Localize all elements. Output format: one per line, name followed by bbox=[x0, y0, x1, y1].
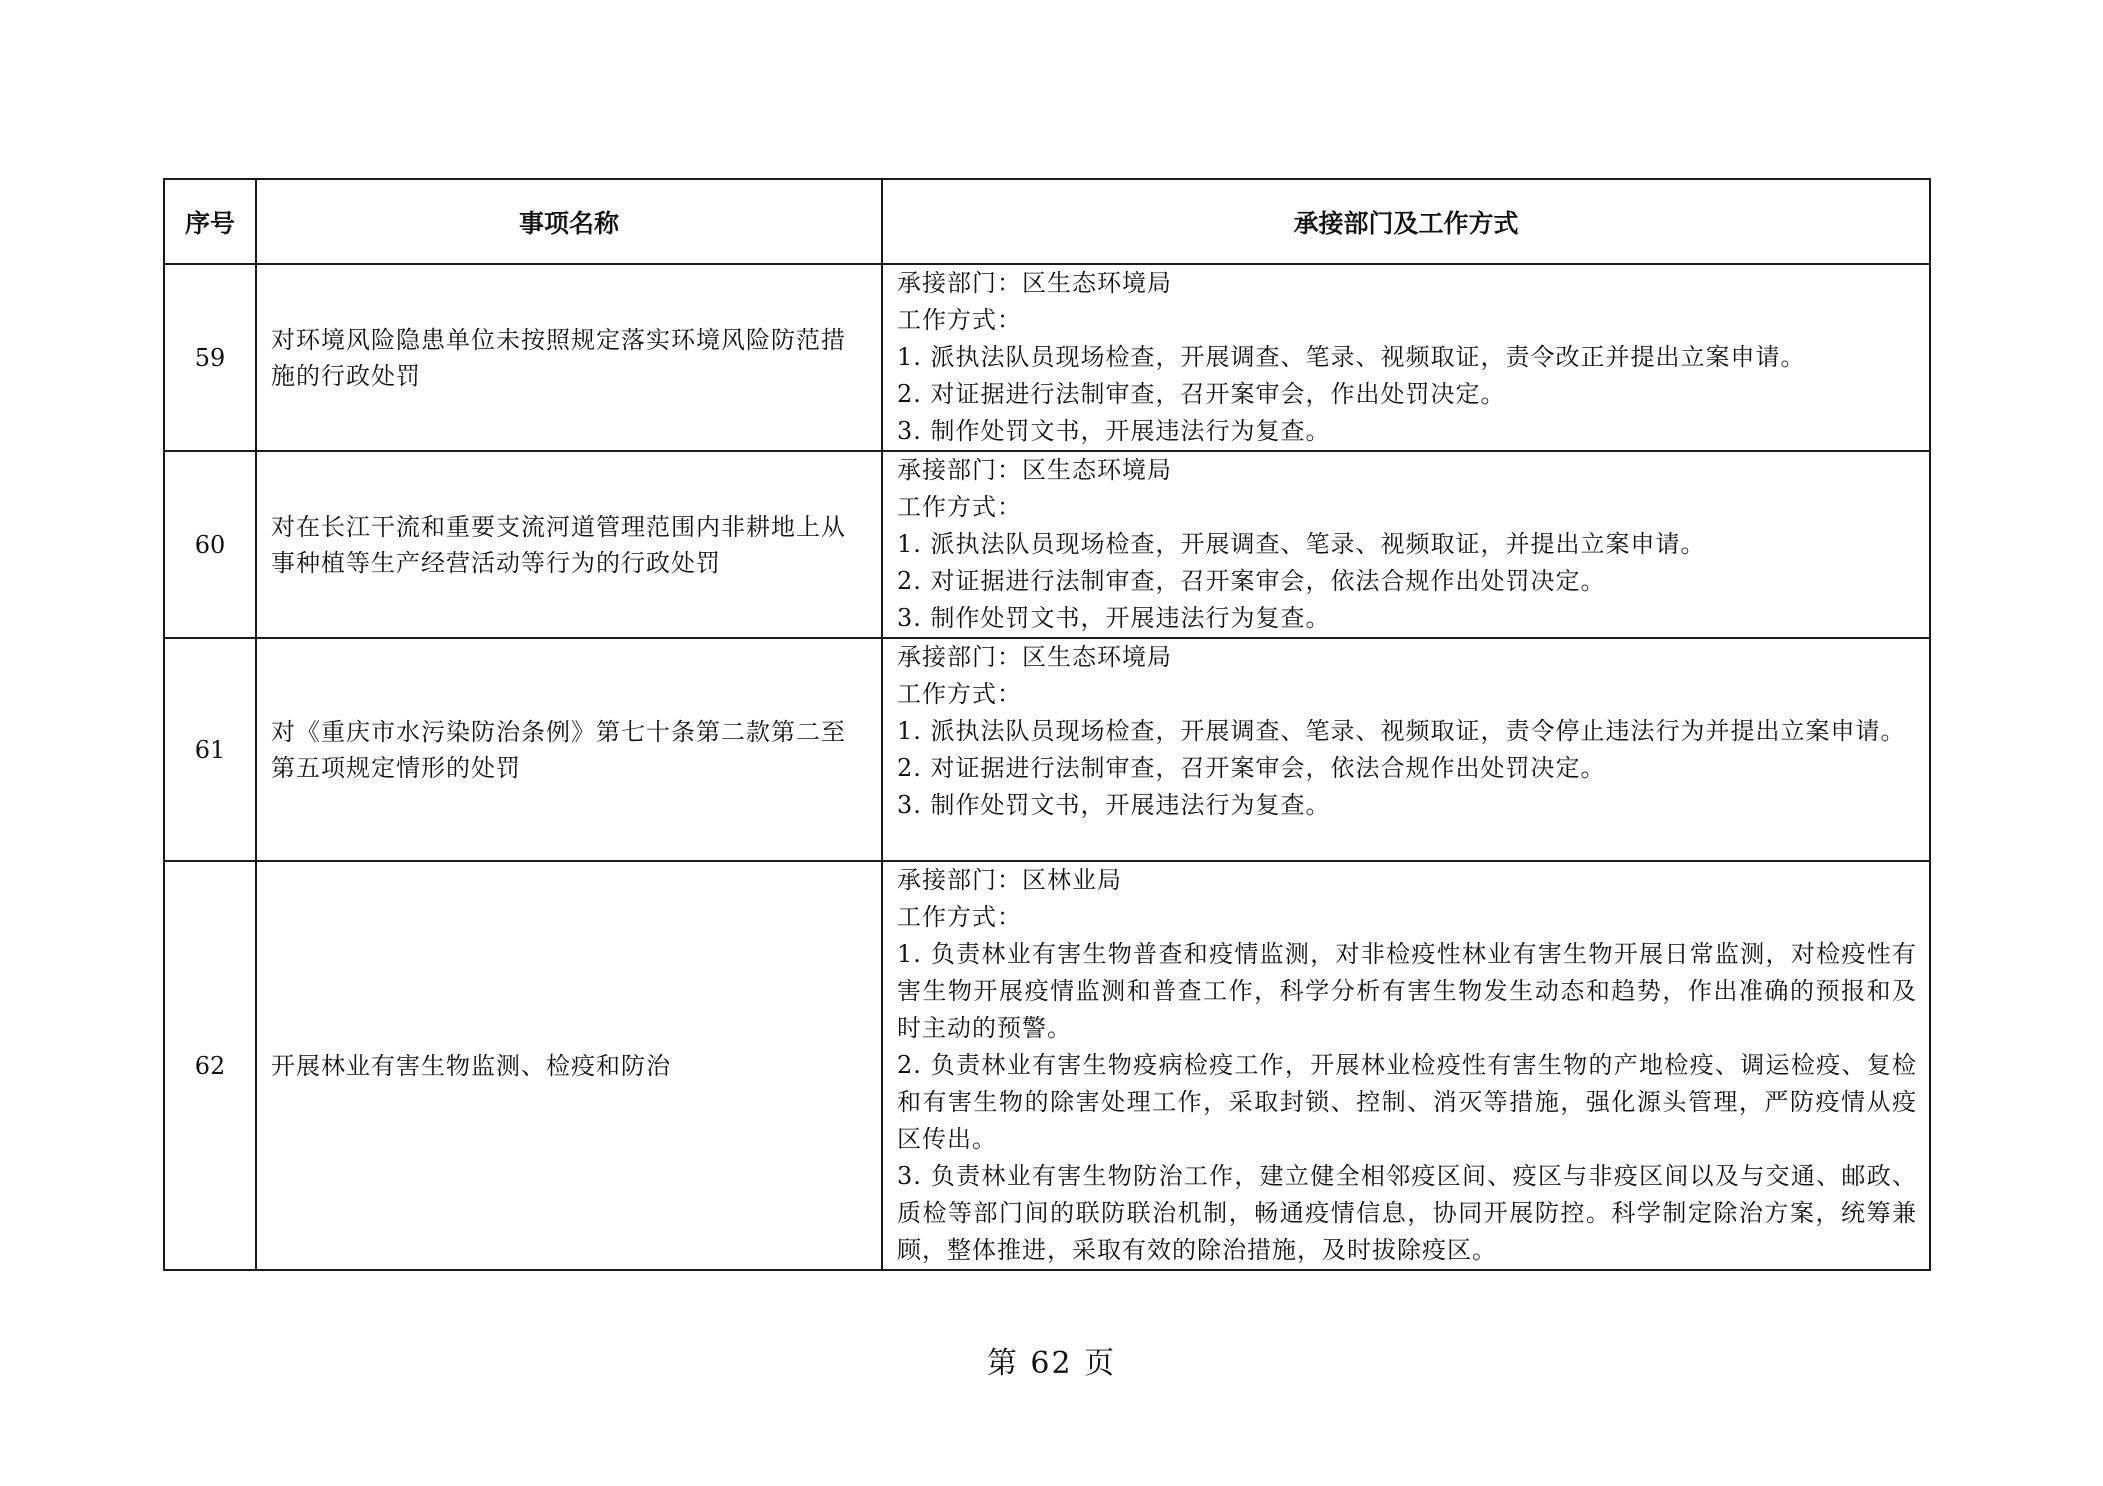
row-method-label: 工作方式： bbox=[897, 680, 1022, 708]
row-step: 3. 制作处罚文书，开展违法行为复查。 bbox=[897, 417, 1331, 445]
header-seq: 序号 bbox=[164, 179, 256, 264]
row-matter-name: 对环境风险隐患单位未按照规定落实环境风险防范措施的行政处罚 bbox=[256, 264, 882, 451]
row-step: 3. 负责林业有害生物防治工作，建立健全相邻疫区间、疫区与非疫区间以及与交通、邮政、质检等部门间的联防联治机制，畅通疫情信息，协同开展防控。科学制定除治方案，统筹兼顾，整体推进，采取有效的除治措施，及时拔除疫区。 bbox=[897, 1162, 1917, 1264]
row-step: 2. 对证据进行法制审查，召开案审会，依法合规作出处罚决定。 bbox=[897, 567, 1606, 595]
table-row bbox=[164, 638, 1930, 861]
row-matter-name: 开展林业有害生物监测、检疫和防治 bbox=[256, 861, 882, 1270]
page-number: 第 62 页 bbox=[986, 1346, 1117, 1381]
row-dept: 承接部门：区生态环境局 bbox=[897, 643, 1172, 671]
row-method-label: 工作方式： bbox=[897, 306, 1022, 334]
row-method-label: 工作方式： bbox=[897, 903, 1022, 931]
table-header-row bbox=[164, 179, 1930, 264]
row-dept: 承接部门：区生态环境局 bbox=[897, 456, 1172, 484]
row-matter-name: 对在长江干流和重要支流河道管理范围内非耕地上从事种植等生产经营活动等行为的行政处罚 bbox=[256, 451, 882, 638]
row-step: 1. 派执法队员现场检查，开展调查、笔录、视频取证，责令改正并提出立案申请。 bbox=[897, 343, 1806, 371]
table-row bbox=[164, 451, 1930, 638]
row-seq: 59 bbox=[164, 264, 256, 451]
row-step: 2. 对证据进行法制审查，召开案审会，作出处罚决定。 bbox=[897, 380, 1506, 408]
row-step: 1. 派执法队员现场检查，开展调查、笔录、视频取证，责令停止违法行为并提出立案申请。 bbox=[897, 717, 1906, 745]
row-method bbox=[882, 861, 1930, 1270]
row-seq: 62 bbox=[164, 861, 256, 1270]
header-method: 承接部门及工作方式 bbox=[882, 179, 1930, 264]
row-step: 3. 制作处罚文书，开展违法行为复查。 bbox=[897, 791, 1331, 819]
row-dept: 承接部门：区林业局 bbox=[897, 866, 1122, 894]
row-matter-name: 对《重庆市水污染防治条例》第七十条第二款第二至第五项规定情形的处罚 bbox=[256, 638, 882, 861]
table-row bbox=[164, 861, 1930, 1270]
matters-table bbox=[163, 178, 1931, 1271]
row-method-label: 工作方式： bbox=[897, 493, 1022, 521]
row-method bbox=[882, 264, 1930, 451]
row-step: 2. 负责林业有害生物疫病检疫工作，开展林业检疫性有害生物的产地检疫、调运检疫、复检和有害生物的除害处理工作，采取封锁、控制、消灭等措施，强化源头管理，严防疫情从疫区传出。 bbox=[897, 1051, 1917, 1153]
row-step: 3. 制作处罚文书，开展违法行为复查。 bbox=[897, 604, 1331, 632]
row-method bbox=[882, 638, 1930, 861]
header-name: 事项名称 bbox=[256, 179, 882, 264]
row-seq: 60 bbox=[164, 451, 256, 638]
row-method bbox=[882, 451, 1930, 638]
row-step: 1. 负责林业有害生物普查和疫情监测，对非检疫性林业有害生物开展日常监测，对检疫性有害生物开展疫情监测和普查工作，科学分析有害生物发生动态和趋势，作出准确的预报和及时主动的预警。 bbox=[897, 940, 1917, 1042]
table-row bbox=[164, 264, 1930, 451]
row-step: 2. 对证据进行法制审查，召开案审会，依法合规作出处罚决定。 bbox=[897, 754, 1606, 782]
row-dept: 承接部门：区生态环境局 bbox=[897, 269, 1172, 297]
row-seq: 61 bbox=[164, 638, 256, 861]
row-step: 1. 派执法队员现场检查，开展调查、笔录、视频取证，并提出立案申请。 bbox=[897, 530, 1706, 558]
